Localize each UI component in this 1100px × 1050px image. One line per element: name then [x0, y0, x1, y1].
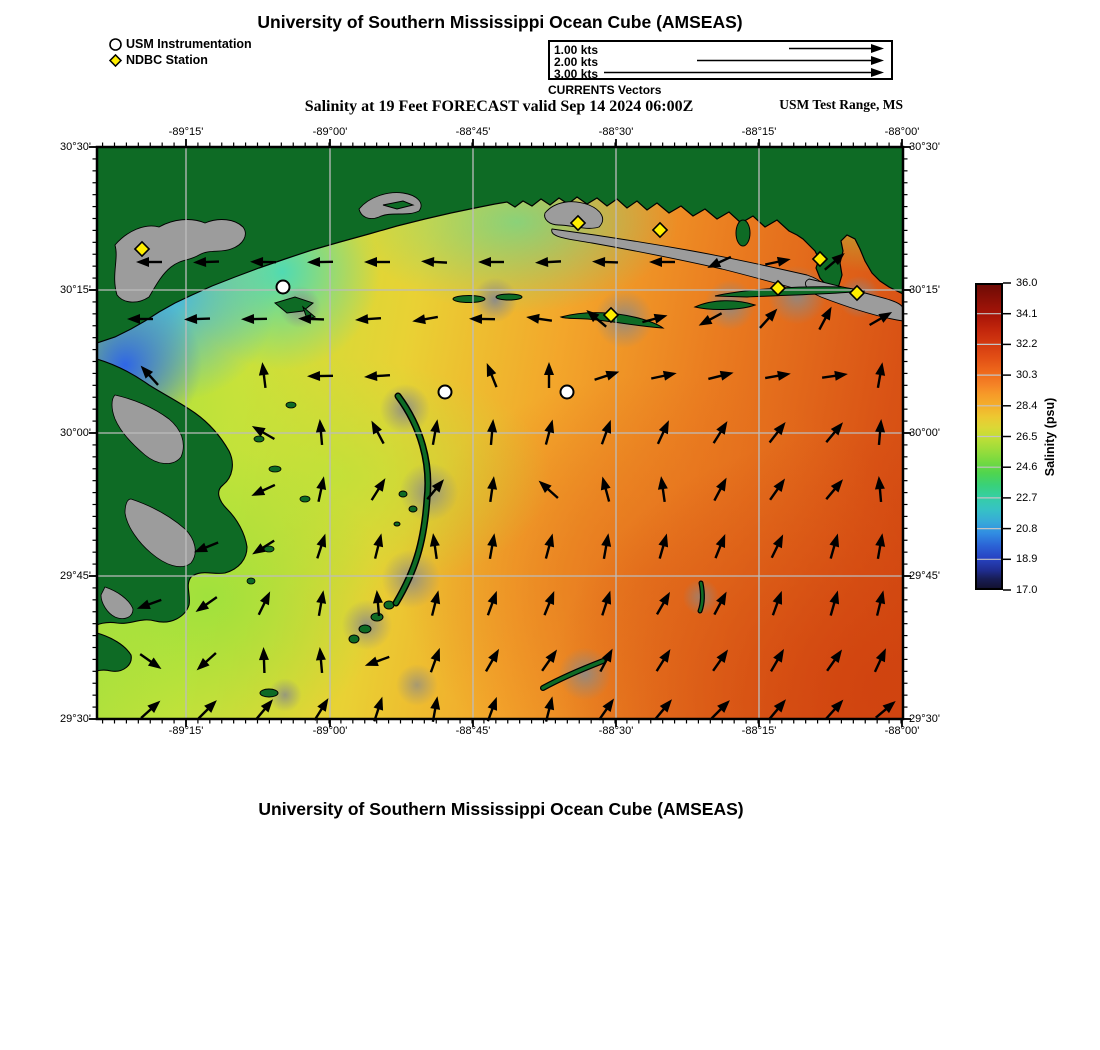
current-vector-arrow [426, 646, 444, 674]
current-vector-arrow [137, 650, 164, 673]
current-vector-arrow [367, 475, 389, 502]
current-vector-arrow [709, 647, 732, 674]
current-vector-arrow [709, 418, 731, 445]
current-vector-arrow [250, 257, 276, 267]
current-vector-arrow [478, 257, 504, 267]
current-vector-arrow [822, 476, 846, 502]
usm-legend-label: USM Instrumentation [126, 37, 252, 51]
current-vector-arrow [767, 646, 789, 674]
usm-instrumentation-marker [277, 281, 290, 294]
current-vector-arrow [583, 306, 609, 330]
current-vector-arrow [525, 312, 552, 326]
x-tick-label-top: -88°00' [884, 126, 920, 138]
usm-instrumentation-marker [439, 386, 452, 399]
current-vector-arrow [873, 361, 887, 388]
current-vector-arrow [136, 257, 162, 267]
current-vector-arrow [249, 536, 276, 558]
current-vector-arrow [307, 371, 333, 381]
colorbar-tick-label: 32.2 [1016, 338, 1038, 351]
vector-legend-arrowhead [871, 56, 884, 65]
current-vector-arrow [135, 595, 163, 613]
x-tick-label-bottom: -89°00' [312, 725, 348, 737]
current-vector-arrow [193, 257, 219, 268]
y-tick-label-left: 30°00' [60, 427, 91, 439]
current-vector-arrow [710, 475, 731, 503]
current-vector-arrow [756, 305, 781, 331]
x-tick-label-bottom: -88°00' [884, 725, 920, 737]
current-vector-arrow [535, 256, 561, 267]
current-vector-arrow [641, 311, 669, 327]
current-vector-arrow [874, 476, 886, 503]
current-vector-arrow [710, 589, 731, 617]
x-tick-label-bottom: -89°15' [168, 725, 204, 737]
vector-legend-arrowhead [871, 68, 884, 77]
current-vector-arrow [427, 589, 443, 617]
ndbc-legend-label: NDBC Station [126, 53, 208, 67]
current-vector-arrow [655, 532, 672, 560]
current-vector-arrow [485, 532, 499, 559]
current-vector-arrow [766, 419, 790, 446]
current-vector-arrow [711, 532, 730, 560]
current-vector-arrow [541, 532, 557, 560]
x-tick-label-top: -88°45' [455, 126, 491, 138]
current-vector-arrow [597, 418, 615, 446]
current-vector-arrow [372, 590, 384, 617]
current-vector-arrow [870, 646, 890, 674]
current-vector-arrow [127, 314, 153, 324]
y-tick-label-left: 30°30' [60, 141, 91, 153]
current-vector-arrow [184, 314, 210, 325]
ndbc-station-marker [653, 223, 667, 237]
current-vector-arrow [764, 254, 792, 269]
ndbc-station-marker [813, 252, 827, 266]
colorbar-tick-label: 18.9 [1016, 553, 1038, 566]
colorbar-tick-label: 30.3 [1016, 369, 1038, 382]
current-vector-arrow [535, 477, 561, 502]
current-vector-arrow [650, 368, 678, 383]
current-vector-arrow [482, 646, 504, 674]
current-vector-arrow [137, 362, 162, 388]
current-vector-arrow [363, 652, 391, 670]
current-vector-arrow [428, 418, 442, 445]
colorbar-tick-label: 22.7 [1016, 491, 1038, 504]
vector-legend-1kt-label: 1.00 kts [554, 43, 599, 57]
current-vector-arrow [821, 369, 848, 383]
y-tick-label-left: 30°15' [60, 284, 91, 296]
current-vector-arrow [485, 475, 499, 502]
colorbar-tick-label: 26.5 [1016, 430, 1038, 443]
current-vector-arrow [873, 532, 887, 559]
current-vector-arrow [768, 589, 786, 617]
x-tick-label-top: -89°15' [168, 126, 204, 138]
vector-legend-3kt-label: 3.00 kts [554, 67, 599, 81]
current-vector-arrow [423, 476, 447, 502]
current-vector-arrow [867, 308, 895, 330]
current-vector-arrow [766, 476, 789, 503]
colorbar-tick-label: 28.4 [1016, 399, 1038, 412]
ndbc-station-marker [771, 281, 785, 295]
x-tick-label-bottom: -88°45' [455, 725, 491, 737]
current-vector-arrow [315, 647, 327, 674]
current-vector-arrow [307, 257, 333, 267]
current-vector-arrow [656, 475, 670, 502]
current-vector-arrow [411, 312, 438, 326]
current-vector-arrow [192, 538, 220, 557]
vector-legend-arrowhead [871, 44, 884, 53]
current-vector-arrow [593, 367, 621, 385]
current-vector-arrow [428, 532, 442, 559]
current-vector-arrow [826, 589, 843, 617]
current-vector-arrow [257, 361, 270, 388]
current-vector-arrow [370, 532, 386, 560]
current-vector-arrow [482, 361, 501, 389]
current-vector-arrow [696, 309, 724, 330]
current-vector-arrow [649, 257, 675, 267]
current-vector-arrow [872, 589, 888, 617]
current-vector-arrow [705, 252, 733, 272]
x-tick-label-bottom: -88°15' [741, 725, 777, 737]
colorbar-tick-label: 17.0 [1016, 584, 1038, 596]
current-vector-arrow [815, 304, 836, 332]
currents-vectors-caption: CURRENTS Vectors [548, 83, 662, 97]
current-vector-arrow [315, 419, 327, 446]
y-tick-label-right: 29°45' [909, 570, 940, 582]
current-vector-arrow [598, 589, 616, 617]
colorbar-title: Salinity (psu) [1043, 397, 1057, 477]
ndbc-station-marker [571, 216, 585, 230]
current-vector-arrow [314, 475, 329, 503]
current-vector-arrow [249, 480, 277, 500]
current-vector-arrow [767, 532, 787, 560]
current-vector-arrow [598, 475, 614, 503]
colorbar-tick-label: 20.8 [1016, 522, 1038, 535]
current-vector-arrow [313, 532, 331, 560]
current-vector-arrow [764, 369, 791, 383]
ndbc-station-marker [850, 286, 864, 300]
current-vector-arrow [364, 370, 391, 382]
current-vector-arrow [241, 314, 267, 324]
current-vector-arrow [298, 314, 324, 325]
current-vector-arrow [364, 257, 390, 267]
x-tick-label-top: -88°15' [741, 126, 777, 138]
colorbar-tick-label: 24.6 [1016, 461, 1038, 474]
current-vector-arrow [599, 532, 613, 559]
current-vector-arrow [367, 418, 388, 446]
usm-instrumentation-marker [561, 386, 574, 399]
current-vector-arrow [596, 646, 617, 674]
current-vector-arrow [254, 589, 274, 617]
current-vector-arrow [826, 532, 843, 560]
y-tick-label-right: 30°30' [909, 141, 940, 153]
colorbar-tick-label: 34.1 [1016, 307, 1038, 320]
colorbar-tick-label: 36.0 [1016, 277, 1038, 289]
current-vector-arrow [707, 368, 735, 384]
forecast-subtitle: Salinity at 19 Feet FORECAST valid Sep 14 2024 06:00Z [304, 98, 694, 115]
current-vector-arrow [538, 647, 561, 674]
page-title: University of Southern Mississippi Ocean Cube (AMSEAS) [257, 12, 743, 32]
current-vector-arrow [355, 313, 382, 325]
x-tick-label-bottom: -88°30' [598, 725, 634, 737]
y-tick-label-left: 29°30' [60, 713, 91, 725]
x-tick-label-top: -88°30' [598, 126, 634, 138]
current-vector-arrow [193, 593, 220, 616]
current-vector-arrow [874, 419, 886, 446]
current-vector-arrow [592, 257, 618, 268]
current-vector-arrow [193, 649, 219, 674]
current-vector-arrow [544, 362, 554, 388]
current-vector-arrow [653, 418, 673, 446]
current-vector-arrow [653, 589, 675, 617]
current-vector-arrow [314, 589, 328, 616]
footer-title: University of Southern Mississippi Ocean Cube (AMSEAS) [258, 799, 744, 819]
current-vector-arrow [486, 419, 498, 446]
x-tick-label-top: -89°00' [312, 126, 348, 138]
y-tick-label-right: 30°15' [909, 284, 940, 296]
current-vector-arrow [421, 256, 447, 267]
current-vector-arrow [652, 646, 674, 673]
current-vector-arrow [823, 647, 846, 674]
y-tick-label-right: 29°30' [909, 713, 940, 725]
y-tick-label-left: 29°45' [60, 570, 91, 582]
vector-legend-2kt-label: 2.00 kts [554, 55, 599, 69]
current-vector-arrow [541, 418, 557, 446]
ndbc-station-marker [135, 242, 149, 256]
current-vector-arrow [540, 589, 559, 617]
current-vector-arrow [483, 589, 501, 617]
current-vector-arrow [822, 419, 846, 445]
y-tick-label-right: 30°00' [909, 427, 940, 439]
region-label: USM Test Range, MS [779, 97, 903, 112]
current-vector-arrow [259, 647, 270, 673]
